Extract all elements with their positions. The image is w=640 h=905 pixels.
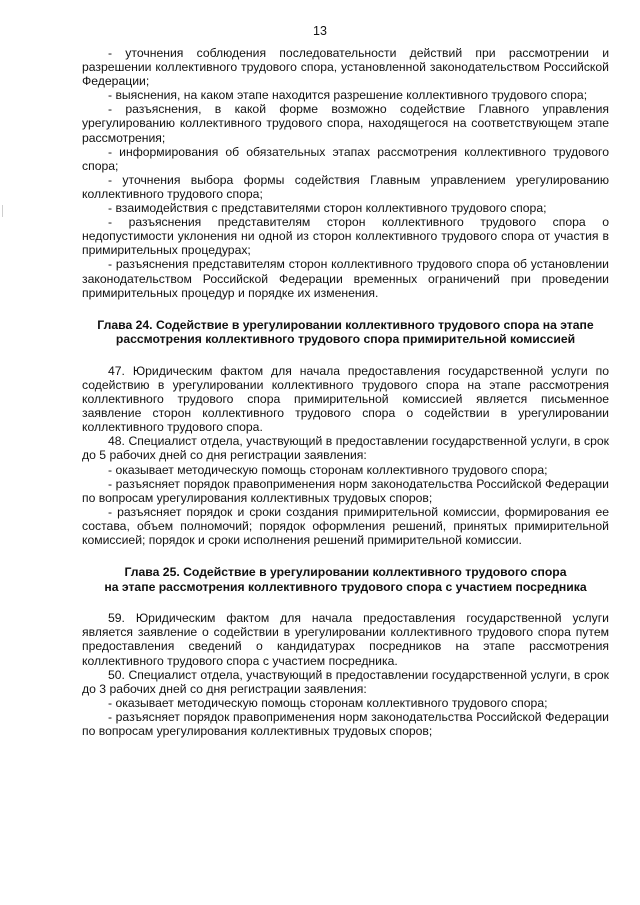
paragraph: - разъясняет порядок правоприменения норм законодательства Российской Федерации по вопросам урегулирования коллективных трудовых споров; bbox=[82, 709, 609, 739]
paragraph: - уточнения соблюдения последовательности действий при рассмотрении и разрешении коллективного трудового спора, установленной законодательством Российской Федерации; bbox=[82, 46, 609, 89]
paragraph: - разъяснения, в какой форме возможно содействие Главного управления урегулированию коллективного трудового спора, находящегося на соответствующем этапе рассмотрения; bbox=[82, 102, 609, 145]
scan-artifact bbox=[2, 205, 3, 217]
paragraph: - оказывает методическую помощь сторонам коллективного трудового спора; bbox=[108, 695, 548, 710]
paragraph: - взаимодействия с представителями сторон коллективного трудового спора; bbox=[108, 201, 547, 216]
document-body bbox=[82, 46, 609, 738]
paragraph: 50. Специалист отдела, участвующий в предоставлении государственной услуги, в срок до 3 рабочих дней со дня регистрации заявления: bbox=[82, 667, 609, 696]
paragraph: - разъяснения представителям сторон коллективного трудового спора об установлении законодательством Российской Федерации временных ограничений при проведении примирительных процедур и порядке их изменения. bbox=[82, 257, 609, 300]
paragraph: - оказывает методическую помощь сторонам коллективного трудового спора; bbox=[108, 462, 548, 477]
chapter-25-heading bbox=[82, 565, 609, 594]
paragraph: 48. Специалист отдела, участвующий в предоставлении государственной услуги, в срок до 5 рабочих дней со дня регистрации заявления: bbox=[82, 434, 609, 463]
chapter-24-heading: Глава 24. Содействие в урегулировании коллективного трудового спора на этапе рассмотрения коллективного трудового спора примирительной комиссией bbox=[97, 317, 594, 347]
chapter-25-heading-line-2: на этапе рассмотрения коллективного трудового спора с участием посредника bbox=[104, 579, 587, 594]
paragraph: - разъясняет порядок правоприменения норм законодательства Российской Федерации по вопросам урегулирования коллективных трудовых споров; bbox=[82, 476, 609, 505]
paragraph: - выяснения, на каком этапе находится разрешение коллективного трудового спора; bbox=[108, 88, 588, 103]
paragraph: - разъяснения представителям сторон коллективного трудового спора о недопустимости уклонения ни одной из сторон коллективного трудового спора от участия в примирительных процедурах; bbox=[82, 215, 609, 258]
page-number: 13 bbox=[313, 24, 327, 38]
paragraph: - разъясняет порядок и сроки создания примирительной комиссии, формирования ее состава, объем полномочий; порядок оформления решений, принятых примирительной комиссией; порядок и сроки исполнения решений примирительной комиссии. bbox=[82, 504, 609, 547]
chapter-25-heading-line-1: Глава 25. Содействие в урегулировании коллективного трудового спора bbox=[124, 565, 567, 580]
paragraph: - информирования об обязательных этапах рассмотрения коллективного трудового спора; bbox=[82, 144, 609, 173]
paragraph: - уточнения выбора формы содействия Главным управлением урегулированию коллективного трудового спора; bbox=[82, 172, 609, 201]
paragraph: 47. Юридическим фактом для начала предоставления государственной услуги по содействию в урегулировании коллективного трудового спора на этапе рассмотрения коллективного трудового спора примирительной комиссией является письменное заявление сторон коллективного трудового спора о содействии в урегулировании коллективного трудового спора. bbox=[82, 363, 609, 435]
paragraph: 59. Юридическим фактом для начала предоставления государственной услуги является заявление о содействии в урегулировании коллективного трудового спора путем предоставления сведений о кандидатурах посредников на этапе рассмотрения коллективного трудового спора с участием посредника. bbox=[82, 611, 609, 668]
